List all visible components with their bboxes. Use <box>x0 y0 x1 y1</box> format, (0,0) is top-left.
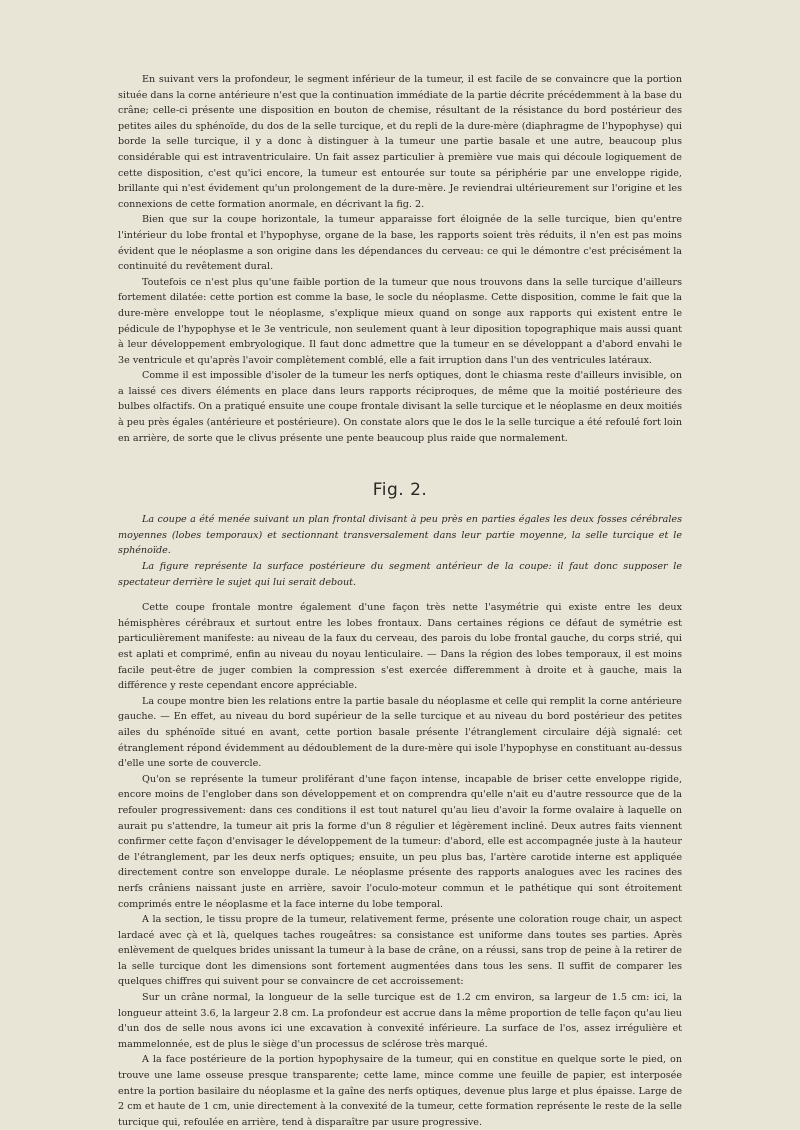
figure-caption <box>118 512 682 590</box>
section-one <box>118 72 682 446</box>
paragraph: Comme il est impossible d'isoler de la tumeur les nerfs optiques, dont le chiasma reste d'ailleurs invisible, on a laissé ces divers éléments en place dans leurs rapports réciproques, de même que la moitié postérieure des bulbes olfactifs. On a pratiqué ensuite une coupe frontale divisant la selle turcique et le néoplasme en deux moitiés à peu près égales (antérieure et postérieure). On constate alors que le dos le la selle turcique a été refoulé fort loin en arrière, de sorte que le clivus présente une pente beaucoup plus raide que normalement. <box>118 370 682 444</box>
paragraph: Bien que sur la coupe horizontale, la tumeur apparaisse fort éloignée de la selle turcique, bien qu'entre l'intérieur du lobe frontal et l'hypophyse, organe de la base, les rapports soient très réduits, il n'en est pas moins évident que le néoplasme a son origine dans les dépendances du cerveau: ce qui le démontre c'est précisément la continuité du revêtement dural. <box>118 214 682 273</box>
paragraph: Cette coupe frontale montre également d'une façon très nette l'asymétrie qui existe entre les deux hémisphères cérébraux et surtout entre les lobes frontaux. Dans certaines régions ce défaut de symétrie est particulièrement manifeste: au niveau de la faux du cerveau, des parois du lobe frontal gauche, du corps strié, qui est aplati et comprimé, enfin au niveau du noyau lenticulaire. — Dans la région des lobes temporaux, il est moins facile peut-être de juger combien la compression s'est exercée differemment à droite et à gauche, mais la différence y reste cependant encore appréciable. <box>118 602 682 692</box>
spacer <box>118 590 682 600</box>
caption-line: La figure représente la surface postérieure du segment antérieur de la coupe: il faut donc supposer le spectateur derrière le sujet qui lui serait debout. <box>118 561 682 588</box>
paragraph: La coupe montre bien les relations entre la partie basale du néoplasme et celle qui remplit la corne antérieure gauche. — En effet, au niveau du bord supérieur de la selle turcique et au niveau du bord postérieur des petites ailes du sphénoïde situé en avant, cette portion basale présente l'étranglement circulaire déjà signalé: cet étranglement répond évidemment au dédoublement de la dure-mère qui isole l'hypophyse en constituant au-dessus d'elle une sorte de couvercle. <box>118 695 682 770</box>
figure-title: Fig. 2. <box>372 480 428 501</box>
caption-line: La coupe a été menée suivant un plan frontal divisant à peu près en parties égales les deux fosses cérébrales moyennes (lobes temporaux) et sectionnant transversalement dans leur partie moyenne, la selle turcique et le sphénoïde. <box>118 514 682 557</box>
paragraph: A la section, le tissu propre de la tumeur, relativement ferme, présente une coloration rouge chair, un aspect lardacé avec çà et là, quelques taches rougeâtres: sa consistance est uniforme dans toutes ses parties. Après enlèvement de quelques brides unissant la tumeur à la base de crâne, on a réussi, sans trop de peine à la retirer de la selle turcique dont les dimensions sont fortement augmentées dans tous les sens. Il suffit de comparer les quelques chiffres qui suivent pour se convaincre de cet accroissement: <box>118 914 682 988</box>
paragraph: En suivant vers la profondeur, le segment inférieur de la tumeur, il est facile de se convaincre que la portion située dans la corne antérieure n'est que la continuation immédiate de la partie décrite précédemment à la base du crâne; celle-ci présente une disposition en bouton de chemise, résultant de la résistance du bord postérieur des petites ailes du sphénoïde, du dos de la selle turcique, et du repli de la dure-mère (diaphragme de l'hypophyse) qui borde la selle turcique, il y a donc à distinguer à la tumeur une partie basale et une autre, beaucoup plus considérable qui est intraventriculaire. Un fait assez particulier à première vue mais qui découle logiquement de cette disposition, c'est qu'ici encore, la tumeur est entourée sur toute sa périphérie par une enveloppe rigide, brillante qui n'est évidement qu'un prolongement de la dure-mère. Je reviendrai ultérieurement sur l'origine et les connexions de cette formation anormale, en décrivant la fig. 2. <box>118 74 682 210</box>
paragraph: Toutefois ce n'est plus qu'une faible portion de la tumeur que nous trouvons dans la selle turcique d'ailleurs fortement dilatée: cette portion est comme la base, le socle du néoplasme. Cette disposition, comme le fait que la dure-mère enveloppe tout le néoplasme, s'explique mieux quand on songe aux rapports qui existent entre le pédicule de l'hypophyse et le 3e ventricule, non seulement quant à leur diposition topographique mais aussi quant à leur développement embryologique. Il faut donc admettre que la tumeur en se développant a d'abord envahi le 3e ventricule et qu'après l'avoir complètement comblé, elle a fait irruption dans l'un des ventricules latéraux. <box>118 276 682 366</box>
paragraph: A la face postérieure de la portion hypophysaire de la tumeur, qui en constitue en quelque sorte le pied, on trouve une lame osseuse presque transparente; cette lame, mince comme une feuille de papier, est interposée entre la portion basilaire du néoplasme et la gaîne des nerfs optiques, devenue plus large et plus épaisse. Large de 2 cm et haute de 1 cm, unie directement à la convexité de la tumeur, cette formation représente le reste de la selle turcique qui, refoulée en arrière, tend à disparaître par usure progressive. <box>118 1054 682 1128</box>
paragraph: Qu'on se représente la tumeur proliférant d'une façon intense, incapable de briser cette enveloppe rigide, encore moins de l'englober dans son développement et on comprendra qu'elle n'ait eu d'autre ressource que de la refouler progressivement: dans ces conditions il est tout naturel qu'au lieu d'avoir la forme ovalaire à laquelle on aurait pu s'attendre, la tumeur ait pris la forme d'un 8 régulier et légèrement incliné. Deux autres faits viennent confirmer cette façon d'envisager le développement de la tumeur: d'abord, elle est accompagnée juste à la hauteur de l'étranglement, par les deux nerfs optiques; ensuite, un peu plus bas, l'artère carotide interne est appliquée directement contre son enveloppe durale. Le néoplasme présente des rapports analogues avec les racines des nerfs crâniens naissant juste en arrière, savoir l'oculo-moteur commun et le pathétique qui sont étroitement comprimés entre le néoplasme et la face interne du lobe temporal. <box>118 773 682 910</box>
section-two <box>118 600 682 1130</box>
paragraph: Sur un crâne normal, la longueur de la selle turcique est de 1.2 cm environ, sa largeur de 1.5 cm: ici, la longueur atteint 3.6, la largeur 2.8 cm. La profondeur est accrue dans la même proportion de telle façon qu'au lieu d'un dos de selle nous avons ici une excavation à convexité inférieure. La surface de l'os, assez irrégulière et mammelonnée, est de plus le siège d'un processus de sclérose très marqué. <box>118 992 682 1050</box>
